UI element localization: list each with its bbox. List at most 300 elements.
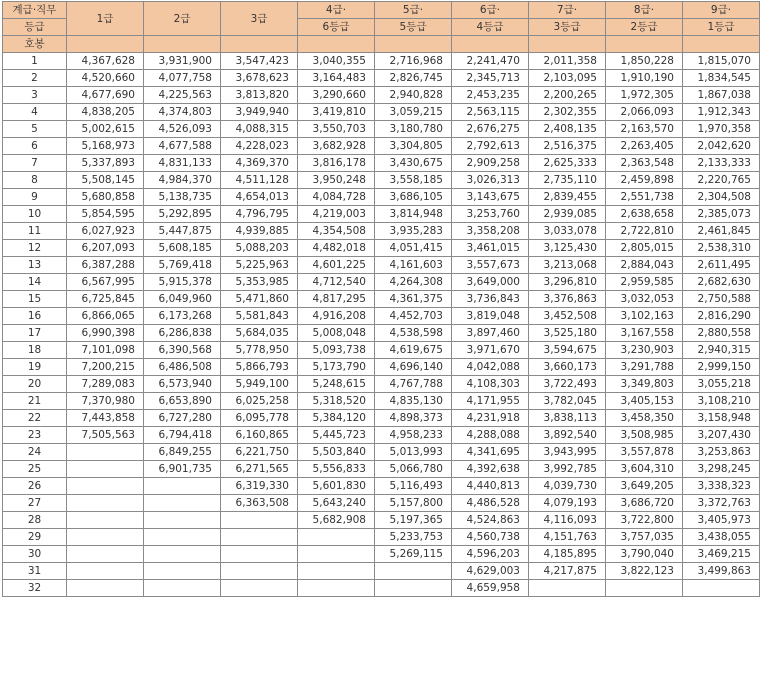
step-number-cell: 6 xyxy=(3,138,67,155)
salary-cell: 1,850,228 xyxy=(606,53,683,70)
salary-cell: 5,337,893 xyxy=(67,155,144,172)
salary-cell: 3,298,245 xyxy=(683,461,760,478)
salary-cell: 4,486,528 xyxy=(452,495,529,512)
salary-cell xyxy=(67,529,144,546)
header-grade-5-top: 5급· xyxy=(375,2,452,19)
salary-cell: 5,292,895 xyxy=(144,206,221,223)
salary-cell: 4,369,370 xyxy=(221,155,298,172)
salary-cell: 6,207,093 xyxy=(67,240,144,257)
salary-cell: 7,505,563 xyxy=(67,427,144,444)
salary-cell: 3,992,785 xyxy=(529,461,606,478)
salary-cell: 3,525,180 xyxy=(529,325,606,342)
salary-cell: 3,164,483 xyxy=(298,70,375,87)
salary-cell xyxy=(144,512,221,529)
salary-cell xyxy=(221,546,298,563)
table-row xyxy=(3,104,760,121)
salary-cell: 4,042,088 xyxy=(452,359,529,376)
salary-cell: 1,910,190 xyxy=(606,70,683,87)
salary-cell xyxy=(67,461,144,478)
salary-cell: 4,116,093 xyxy=(529,512,606,529)
step-number-cell: 23 xyxy=(3,427,67,444)
salary-cell: 6,173,268 xyxy=(144,308,221,325)
salary-cell: 4,526,093 xyxy=(144,121,221,138)
salary-cell: 5,013,993 xyxy=(375,444,452,461)
salary-cell: 6,387,288 xyxy=(67,257,144,274)
salary-cell: 2,716,968 xyxy=(375,53,452,70)
table-row xyxy=(3,427,760,444)
salary-cell: 4,161,603 xyxy=(375,257,452,274)
salary-cell: 2,453,235 xyxy=(452,87,529,104)
salary-cell: 4,288,088 xyxy=(452,427,529,444)
salary-cell: 6,390,568 xyxy=(144,342,221,359)
table-header xyxy=(3,2,760,53)
salary-cell: 3,682,928 xyxy=(298,138,375,155)
salary-cell: 5,601,830 xyxy=(298,478,375,495)
header-blank xyxy=(375,36,452,53)
salary-cell: 4,767,788 xyxy=(375,376,452,393)
salary-cell: 4,511,128 xyxy=(221,172,298,189)
salary-cell: 4,538,598 xyxy=(375,325,452,342)
salary-cell: 3,547,423 xyxy=(221,53,298,70)
header-corner-level: 등급 xyxy=(3,19,67,36)
salary-cell: 5,503,840 xyxy=(298,444,375,461)
salary-cell: 2,826,745 xyxy=(375,70,452,87)
salary-cell: 4,440,813 xyxy=(452,478,529,495)
step-number-cell: 27 xyxy=(3,495,67,512)
header-blank xyxy=(606,36,683,53)
salary-cell xyxy=(221,580,298,597)
salary-cell: 3,813,820 xyxy=(221,87,298,104)
salary-cell: 5,066,780 xyxy=(375,461,452,478)
salary-cell: 3,594,675 xyxy=(529,342,606,359)
step-number-cell: 7 xyxy=(3,155,67,172)
salary-cell: 3,430,675 xyxy=(375,155,452,172)
salary-cell: 4,482,018 xyxy=(298,240,375,257)
salary-cell: 4,696,140 xyxy=(375,359,452,376)
salary-cell: 3,419,810 xyxy=(298,104,375,121)
salary-cell: 3,660,173 xyxy=(529,359,606,376)
salary-cell: 3,757,035 xyxy=(606,529,683,546)
step-number-cell: 30 xyxy=(3,546,67,563)
step-number-cell: 1 xyxy=(3,53,67,70)
salary-cell: 5,445,723 xyxy=(298,427,375,444)
step-number-cell: 9 xyxy=(3,189,67,206)
table-row xyxy=(3,376,760,393)
step-number-cell: 16 xyxy=(3,308,67,325)
salary-cell: 2,884,043 xyxy=(606,257,683,274)
salary-cell: 5,002,615 xyxy=(67,121,144,138)
step-number-cell: 24 xyxy=(3,444,67,461)
salary-cell: 2,805,015 xyxy=(606,240,683,257)
salary-cell xyxy=(144,580,221,597)
salary-cell: 6,901,735 xyxy=(144,461,221,478)
salary-cell: 2,909,258 xyxy=(452,155,529,172)
salary-cell xyxy=(144,495,221,512)
table-row xyxy=(3,325,760,342)
salary-cell: 3,950,248 xyxy=(298,172,375,189)
salary-cell: 5,778,950 xyxy=(221,342,298,359)
salary-cell: 3,782,045 xyxy=(529,393,606,410)
table-row xyxy=(3,291,760,308)
salary-cell: 3,558,185 xyxy=(375,172,452,189)
salary-cell: 4,958,233 xyxy=(375,427,452,444)
header-grade-1: 1급 xyxy=(67,2,144,36)
salary-cell: 3,338,323 xyxy=(683,478,760,495)
header-blank xyxy=(67,36,144,53)
salary-cell: 3,304,805 xyxy=(375,138,452,155)
salary-cell: 4,835,130 xyxy=(375,393,452,410)
salary-cell: 4,596,203 xyxy=(452,546,529,563)
salary-cell: 4,560,738 xyxy=(452,529,529,546)
salary-cell: 2,263,405 xyxy=(606,138,683,155)
salary-cell: 2,133,333 xyxy=(683,155,760,172)
salary-cell: 2,385,073 xyxy=(683,206,760,223)
table-row xyxy=(3,359,760,376)
step-number-cell: 4 xyxy=(3,104,67,121)
salary-cell: 2,163,570 xyxy=(606,121,683,138)
salary-cell: 3,557,673 xyxy=(452,257,529,274)
salary-cell: 3,213,068 xyxy=(529,257,606,274)
salary-cell: 4,654,013 xyxy=(221,189,298,206)
salary-cell: 4,831,133 xyxy=(144,155,221,172)
header-grade-7-top: 7급· xyxy=(529,2,606,19)
salary-cell: 3,892,540 xyxy=(529,427,606,444)
header-grade-6-bottom: 4등급 xyxy=(452,19,529,36)
salary-cell: 3,180,780 xyxy=(375,121,452,138)
salary-cell: 3,059,215 xyxy=(375,104,452,121)
salary-cell: 4,619,675 xyxy=(375,342,452,359)
header-grade-2: 2급 xyxy=(144,2,221,36)
salary-cell: 4,392,638 xyxy=(452,461,529,478)
salary-cell: 2,940,828 xyxy=(375,87,452,104)
salary-cell: 6,049,960 xyxy=(144,291,221,308)
salary-cell: 5,854,595 xyxy=(67,206,144,223)
header-grade-4-bottom: 6등급 xyxy=(298,19,375,36)
salary-cell: 2,363,548 xyxy=(606,155,683,172)
header-grade-4-top: 4급· xyxy=(298,2,375,19)
salary-cell: 5,581,843 xyxy=(221,308,298,325)
salary-cell: 3,819,048 xyxy=(452,308,529,325)
salary-cell: 3,158,948 xyxy=(683,410,760,427)
salary-table xyxy=(2,1,760,597)
salary-cell: 2,461,845 xyxy=(683,223,760,240)
salary-cell xyxy=(67,546,144,563)
salary-cell: 2,676,275 xyxy=(452,121,529,138)
salary-cell: 4,712,540 xyxy=(298,274,375,291)
header-corner-rank: 계급·직무 xyxy=(3,2,67,19)
salary-cell: 3,253,863 xyxy=(683,444,760,461)
salary-cell: 2,200,265 xyxy=(529,87,606,104)
salary-cell: 2,625,333 xyxy=(529,155,606,172)
salary-cell xyxy=(144,529,221,546)
table-row xyxy=(3,478,760,495)
step-number-cell: 17 xyxy=(3,325,67,342)
salary-cell: 3,816,178 xyxy=(298,155,375,172)
salary-cell: 2,302,355 xyxy=(529,104,606,121)
salary-cell: 3,838,113 xyxy=(529,410,606,427)
salary-cell: 4,796,795 xyxy=(221,206,298,223)
salary-cell: 2,459,898 xyxy=(606,172,683,189)
salary-cell: 5,318,520 xyxy=(298,393,375,410)
table-row xyxy=(3,410,760,427)
step-number-cell: 5 xyxy=(3,121,67,138)
header-grade-6-top: 6급· xyxy=(452,2,529,19)
table-row xyxy=(3,87,760,104)
salary-cell: 4,051,415 xyxy=(375,240,452,257)
salary-cell: 6,567,995 xyxy=(67,274,144,291)
salary-cell: 6,727,280 xyxy=(144,410,221,427)
salary-cell: 4,659,958 xyxy=(452,580,529,597)
salary-cell: 4,225,563 xyxy=(144,87,221,104)
salary-cell: 2,241,470 xyxy=(452,53,529,70)
salary-cell: 4,341,695 xyxy=(452,444,529,461)
salary-cell: 3,452,508 xyxy=(529,308,606,325)
table-row xyxy=(3,580,760,597)
salary-cell: 5,225,963 xyxy=(221,257,298,274)
salary-cell: 2,220,765 xyxy=(683,172,760,189)
salary-cell: 4,228,023 xyxy=(221,138,298,155)
salary-cell: 3,897,460 xyxy=(452,325,529,342)
step-number-cell: 21 xyxy=(3,393,67,410)
table-row xyxy=(3,172,760,189)
salary-cell: 3,405,973 xyxy=(683,512,760,529)
salary-cell: 4,939,885 xyxy=(221,223,298,240)
salary-cell: 6,486,508 xyxy=(144,359,221,376)
salary-cell xyxy=(375,563,452,580)
salary-cell: 2,538,310 xyxy=(683,240,760,257)
salary-cell xyxy=(298,580,375,597)
salary-cell: 5,384,120 xyxy=(298,410,375,427)
salary-cell: 3,678,623 xyxy=(221,70,298,87)
salary-cell: 3,931,900 xyxy=(144,53,221,70)
salary-cell: 3,722,800 xyxy=(606,512,683,529)
salary-cell: 3,935,283 xyxy=(375,223,452,240)
salary-cell: 3,253,760 xyxy=(452,206,529,223)
salary-cell: 4,219,003 xyxy=(298,206,375,223)
salary-cell: 6,095,778 xyxy=(221,410,298,427)
salary-cell: 7,200,215 xyxy=(67,359,144,376)
salary-cell: 5,353,985 xyxy=(221,274,298,291)
table-row xyxy=(3,121,760,138)
salary-cell: 3,349,803 xyxy=(606,376,683,393)
salary-cell: 2,066,093 xyxy=(606,104,683,121)
salary-cell: 5,608,185 xyxy=(144,240,221,257)
salary-cell: 5,915,378 xyxy=(144,274,221,291)
salary-cell: 4,108,303 xyxy=(452,376,529,393)
salary-cell: 6,271,565 xyxy=(221,461,298,478)
salary-cell xyxy=(67,563,144,580)
salary-cell: 5,269,115 xyxy=(375,546,452,563)
salary-cell: 3,722,493 xyxy=(529,376,606,393)
salary-cell: 3,143,675 xyxy=(452,189,529,206)
header-blank xyxy=(298,36,375,53)
salary-cell: 1,972,305 xyxy=(606,87,683,104)
table-row xyxy=(3,206,760,223)
step-number-cell: 3 xyxy=(3,87,67,104)
salary-cell: 5,508,145 xyxy=(67,172,144,189)
step-number-cell: 13 xyxy=(3,257,67,274)
salary-cell xyxy=(298,529,375,546)
salary-cell: 2,042,620 xyxy=(683,138,760,155)
salary-cell xyxy=(375,580,452,597)
salary-cell: 2,722,810 xyxy=(606,223,683,240)
salary-cell: 6,319,330 xyxy=(221,478,298,495)
step-number-cell: 32 xyxy=(3,580,67,597)
salary-cell: 5,008,048 xyxy=(298,325,375,342)
salary-cell xyxy=(221,563,298,580)
salary-cell: 4,520,660 xyxy=(67,70,144,87)
salary-cell: 3,291,788 xyxy=(606,359,683,376)
table-row xyxy=(3,274,760,291)
table-row xyxy=(3,444,760,461)
salary-cell: 4,367,628 xyxy=(67,53,144,70)
salary-cell xyxy=(144,563,221,580)
salary-cell xyxy=(606,580,683,597)
salary-cell: 1,970,358 xyxy=(683,121,760,138)
header-grade-7-bottom: 3등급 xyxy=(529,19,606,36)
header-grade-8-bottom: 2등급 xyxy=(606,19,683,36)
salary-cell: 3,438,055 xyxy=(683,529,760,546)
salary-cell: 5,682,908 xyxy=(298,512,375,529)
salary-cell: 2,816,290 xyxy=(683,308,760,325)
step-number-cell: 20 xyxy=(3,376,67,393)
salary-cell: 5,116,493 xyxy=(375,478,452,495)
salary-cell: 3,461,015 xyxy=(452,240,529,257)
salary-cell xyxy=(67,444,144,461)
header-corner-step: 호봉 xyxy=(3,36,67,53)
salary-cell: 6,363,508 xyxy=(221,495,298,512)
table-row xyxy=(3,512,760,529)
salary-cell: 4,151,763 xyxy=(529,529,606,546)
salary-cell: 2,939,085 xyxy=(529,206,606,223)
table-row xyxy=(3,461,760,478)
salary-cell: 6,849,255 xyxy=(144,444,221,461)
salary-cell: 2,792,613 xyxy=(452,138,529,155)
header-row-3 xyxy=(3,36,760,53)
header-blank xyxy=(452,36,529,53)
salary-cell: 3,686,720 xyxy=(606,495,683,512)
salary-cell: 2,940,315 xyxy=(683,342,760,359)
step-number-cell: 14 xyxy=(3,274,67,291)
salary-cell: 3,207,430 xyxy=(683,427,760,444)
salary-cell: 2,999,150 xyxy=(683,359,760,376)
salary-cell xyxy=(67,512,144,529)
salary-cell: 1,815,070 xyxy=(683,53,760,70)
salary-cell xyxy=(529,580,606,597)
salary-cell: 2,638,658 xyxy=(606,206,683,223)
table-row xyxy=(3,223,760,240)
salary-cell xyxy=(144,478,221,495)
salary-cell: 3,033,078 xyxy=(529,223,606,240)
header-row-1 xyxy=(3,2,760,19)
table-row xyxy=(3,257,760,274)
salary-cell: 1,834,545 xyxy=(683,70,760,87)
table-row xyxy=(3,53,760,70)
header-blank xyxy=(683,36,760,53)
salary-cell: 6,160,865 xyxy=(221,427,298,444)
salary-cell: 1,912,343 xyxy=(683,104,760,121)
salary-cell: 3,167,558 xyxy=(606,325,683,342)
step-number-cell: 8 xyxy=(3,172,67,189)
salary-cell: 5,556,833 xyxy=(298,461,375,478)
table-row xyxy=(3,563,760,580)
salary-cell: 3,108,210 xyxy=(683,393,760,410)
salary-cell: 4,374,803 xyxy=(144,104,221,121)
salary-cell: 4,601,225 xyxy=(298,257,375,274)
salary-cell: 3,649,000 xyxy=(452,274,529,291)
salary-cell: 5,088,203 xyxy=(221,240,298,257)
table-row xyxy=(3,189,760,206)
salary-cell: 6,794,418 xyxy=(144,427,221,444)
salary-cell: 2,011,358 xyxy=(529,53,606,70)
salary-cell: 3,230,903 xyxy=(606,342,683,359)
step-number-cell: 29 xyxy=(3,529,67,546)
salary-cell: 3,649,205 xyxy=(606,478,683,495)
table-row xyxy=(3,546,760,563)
salary-cell: 3,458,350 xyxy=(606,410,683,427)
table-row xyxy=(3,70,760,87)
salary-cell: 4,077,758 xyxy=(144,70,221,87)
salary-cell: 2,563,115 xyxy=(452,104,529,121)
step-number-cell: 18 xyxy=(3,342,67,359)
salary-cell: 3,736,843 xyxy=(452,291,529,308)
salary-cell: 7,289,083 xyxy=(67,376,144,393)
salary-cell: 3,358,208 xyxy=(452,223,529,240)
salary-cell: 2,959,585 xyxy=(606,274,683,291)
salary-cell: 7,370,980 xyxy=(67,393,144,410)
salary-cell: 3,814,948 xyxy=(375,206,452,223)
header-blank xyxy=(144,36,221,53)
salary-cell xyxy=(67,495,144,512)
salary-cell: 3,405,153 xyxy=(606,393,683,410)
salary-cell: 5,248,615 xyxy=(298,376,375,393)
header-blank xyxy=(221,36,298,53)
salary-cell: 3,376,863 xyxy=(529,291,606,308)
salary-cell: 2,839,455 xyxy=(529,189,606,206)
salary-cell: 2,551,738 xyxy=(606,189,683,206)
step-number-cell: 2 xyxy=(3,70,67,87)
header-grade-5-bottom: 5등급 xyxy=(375,19,452,36)
salary-cell: 2,408,135 xyxy=(529,121,606,138)
salary-cell: 4,079,193 xyxy=(529,495,606,512)
table-row xyxy=(3,393,760,410)
header-grade-3: 3급 xyxy=(221,2,298,36)
salary-cell xyxy=(221,512,298,529)
salary-cell: 3,943,995 xyxy=(529,444,606,461)
salary-cell xyxy=(683,580,760,597)
salary-cell: 2,103,095 xyxy=(529,70,606,87)
salary-cell: 3,557,878 xyxy=(606,444,683,461)
salary-cell: 4,898,373 xyxy=(375,410,452,427)
salary-cell: 4,838,205 xyxy=(67,104,144,121)
salary-cell: 4,354,508 xyxy=(298,223,375,240)
table-row xyxy=(3,342,760,359)
salary-cell: 5,093,738 xyxy=(298,342,375,359)
step-number-cell: 26 xyxy=(3,478,67,495)
salary-cell: 4,217,875 xyxy=(529,563,606,580)
salary-cell: 6,990,398 xyxy=(67,325,144,342)
salary-cell: 6,653,890 xyxy=(144,393,221,410)
salary-cell xyxy=(298,546,375,563)
salary-cell: 4,088,315 xyxy=(221,121,298,138)
step-number-cell: 31 xyxy=(3,563,67,580)
salary-cell: 5,684,035 xyxy=(221,325,298,342)
salary-cell: 3,604,310 xyxy=(606,461,683,478)
salary-cell: 2,735,110 xyxy=(529,172,606,189)
salary-cell: 2,750,588 xyxy=(683,291,760,308)
salary-cell: 4,185,895 xyxy=(529,546,606,563)
salary-cell: 3,296,810 xyxy=(529,274,606,291)
